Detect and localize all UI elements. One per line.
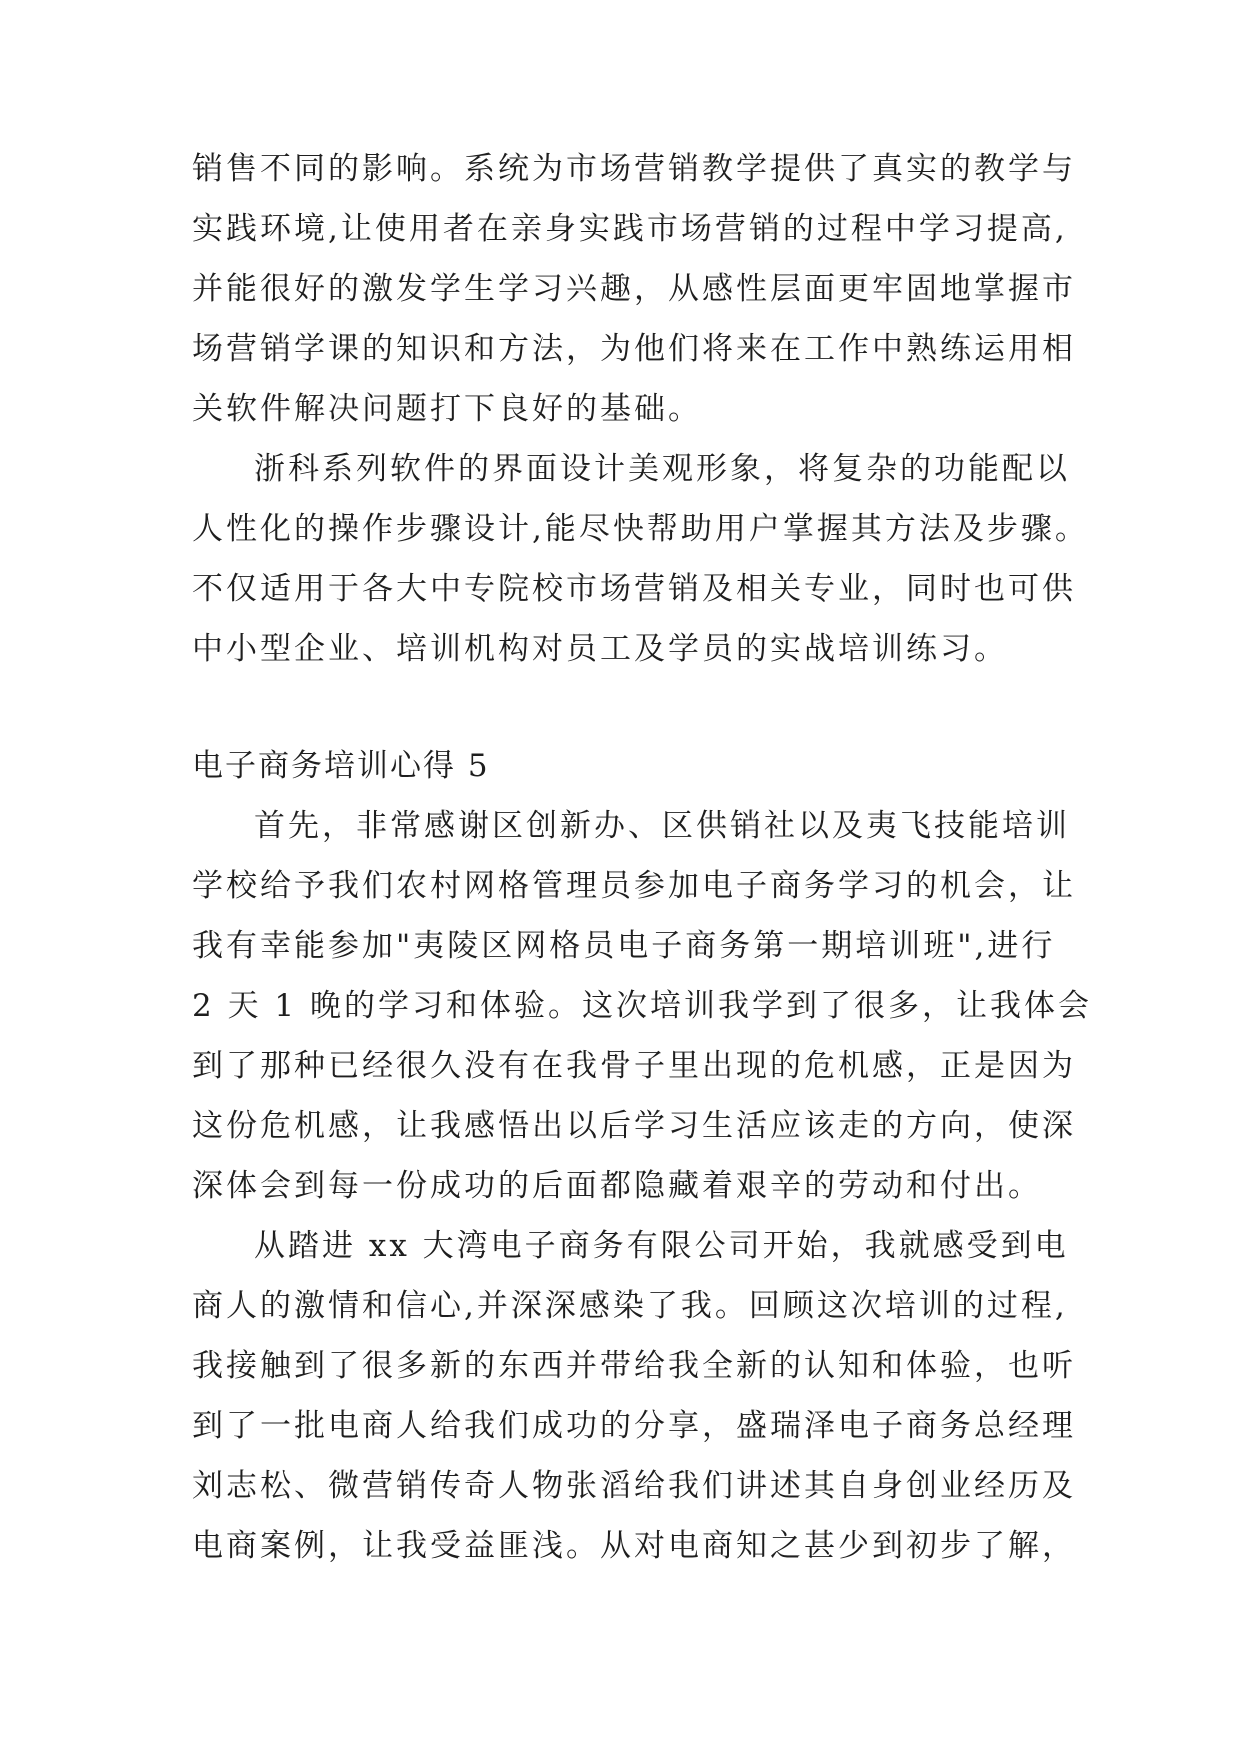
- body-text-line: 2 天 1 晚的学习和体验。这次培训我学到了很多，让我体会: [192, 988, 1093, 1024]
- body-text-line: 电商案例，让我受益匪浅。从对电商知之甚少到初步了解，: [192, 1528, 1076, 1564]
- body-text-line: 我有幸能参加"夷陵区网格员电子商务第一期培训班",进行: [192, 928, 1056, 964]
- body-text-line: 并能很好的激发学生学习兴趣，从感性层面更牢固地掌握市: [192, 271, 1076, 307]
- body-text-line: 实践环境,让使用者在亲身实践市场营销的过程中学习提高,: [192, 211, 1068, 247]
- body-text-line: 深体会到每一份成功的后面都隐藏着艰辛的劳动和付出。: [192, 1168, 1042, 1204]
- body-text-line: 人性化的操作步骤设计,能尽快帮助用户掌握其方法及步骤。: [192, 511, 1089, 547]
- body-text-line: 学校给予我们农村网格管理员参加电子商务学习的机会，让: [192, 868, 1076, 904]
- body-text-line: 商人的激情和信心,并深深感染了我。回顾这次培训的过程,: [192, 1288, 1068, 1324]
- section-heading: 电子商务培训心得 5: [192, 748, 490, 784]
- body-text-line: 刘志松、微营销传奇人物张滔给我们讲述其自身创业经历及: [192, 1468, 1076, 1504]
- body-text-line: 到了一批电商人给我们成功的分享，盛瑞泽电子商务总经理: [192, 1408, 1076, 1444]
- body-text-line: 销售不同的影响。系统为市场营销教学提供了真实的教学与: [192, 151, 1076, 187]
- body-text-line: 我接触到了很多新的东西并带给我全新的认知和体验，也听: [192, 1348, 1076, 1384]
- body-text-line: 不仅适用于各大中专院校市场营销及相关专业，同时也可供: [192, 571, 1076, 607]
- paragraph-first-line: 首先，非常感谢区创新办、区供销社以及夷飞技能培训: [254, 808, 1070, 844]
- paragraph-first-line: 从踏进 xx 大湾电子商务有限公司开始，我就感受到电: [254, 1228, 1069, 1264]
- body-text-line: 这份危机感，让我感悟出以后学习生活应该走的方向，使深: [192, 1108, 1076, 1144]
- body-text-line: 中小型企业、培训机构对员工及学员的实战培训练习。: [192, 631, 1008, 667]
- body-text-line: 关软件解决问题打下良好的基础。: [192, 391, 702, 427]
- body-text-line: 场营销学课的知识和方法，为他们将来在工作中熟练运用相: [192, 331, 1076, 367]
- paragraph-first-line: 浙科系列软件的界面设计美观形象，将复杂的功能配以: [254, 451, 1070, 487]
- body-text-line: 到了那种已经很久没有在我骨子里出现的危机感，正是因为: [192, 1048, 1076, 1084]
